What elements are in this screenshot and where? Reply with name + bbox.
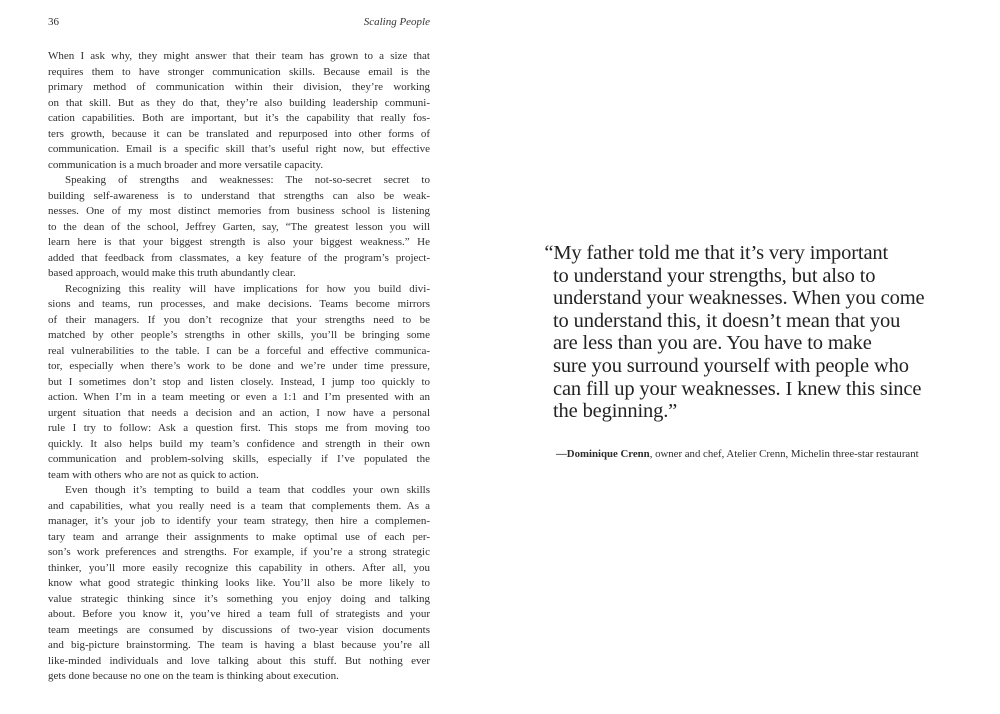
body-line: about. Before you know it, you’ve hired a team full of strategists and your [48,608,430,620]
body-line: son’s work preferences and strengths. For example, if you’re a strong strategic [48,546,430,558]
quote-line: “My father told me that it’s very important [544,242,889,264]
body-line: learn here is that your biggest strength is also your biggest weakness.” He [48,236,430,248]
body-line: but I sometimes don’t stop and listen closely. Instead, I jump too quickly to [48,375,430,388]
body-line: team meetings are consumed by discussions of two-year vision documents [48,623,430,636]
body-line: tary team and arrange their assignments to make optimal use of each per- [48,530,430,543]
body-line: real vulnerabilities to the table. I can be a forceful and effective communica- [48,344,430,357]
body-line: When I ask why, they might answer that their team has grown to a size that [48,50,430,62]
body-line: added that feedback from classmates, a key feature of the program’s project- [48,251,430,264]
paragraph [48,282,430,484]
body-line: communication is a much broader and more versatile capacity. [48,158,324,171]
body-line: gets done because no one on the team is thinking about execution. [48,670,339,682]
body-line: communication and problem-solving skills, especially if I’ve populated the [48,453,430,465]
body-line: rule I try to follow: Ask a question first. This stops me from moving too [48,422,430,434]
attribution-role: , owner and chef, Atelier Crenn, Michelin three-star restaurant [649,448,919,460]
paragraph [48,49,430,173]
body-line: building self-awareness is to understand that strengths can also be weak- [48,189,430,202]
quote-line: are less than you are. You have to make [553,332,872,355]
body-line: Even though it’s tempting to build a team that coddles your own skills [65,484,430,496]
body-line: on that skill. But as they do that, they’re also building leadership communi- [48,96,430,109]
paragraph [48,173,430,282]
attribution-name: —Dominique Crenn [556,448,650,460]
page-header [48,16,430,28]
quote-line: to understand this, it doesn’t mean that you [553,309,901,332]
body-line: sions and teams, run processes, and make decisions. Teams become mirrors [48,298,430,310]
body-line: Speaking of strengths and weaknesses: The not-so-secret secret to [65,174,430,186]
body-line: based approach, would make this truth abundantly clear. [48,267,296,279]
body-line: to the dean of the school, Jeffrey Garten, say, “The greatest lesson you will [48,220,430,233]
body-line: cation capabilities. Both are important, but it’s the capability that really fos- [48,112,430,124]
pull-quote [544,242,957,423]
page-number: 36 [48,16,59,28]
body-line: team with others who are not as quick to action. [48,468,259,481]
body-line: ters growth, because it can be translated and repurposed into other forms of [48,127,430,140]
body-line: and capabilities, what you really need is a team that complements them. As a [48,499,430,512]
quote-line: the beginning.” [553,400,678,423]
quote-line: understand your weaknesses. When you come [553,287,925,310]
body-line: like-minded individuals and love talking about this stuff. But nothing ever [48,654,430,667]
attribution [556,447,976,461]
body-line: quickly. It also helps build my team’s confidence and strength in their own [48,437,430,450]
quote-line: can fill up your weaknesses. I knew this since [553,377,922,400]
body-line: of their managers. If you don’t recognize that your strengths need to be [48,313,430,326]
body-line: Recognizing this reality will have implications for how you build divi- [65,282,430,295]
body-line: action. When I’m in a team meeting or even a 1:1 and I’m presented with an [48,391,430,403]
body-line: tor, especially when there’s work to be done and we’re under time pressure, [48,360,430,372]
body-line: requires them to have stronger communication skills. Because email is the [48,65,430,78]
running-header: Scaling People [363,16,430,28]
body-line: urgent situation that needs a decision and an action, I now have a personal [48,406,430,419]
body-text [48,49,430,685]
body-line: thinker, you’ll more easily recognize this capability in others. After all, you [48,561,430,574]
quote-line: to understand your strengths, but also to [553,264,876,287]
paragraph [48,483,430,685]
body-line: matched by other people’s strengths in other skills, you’ll be bringing some [48,329,430,341]
body-line: primary method of communication within their division, they’re working [48,81,430,93]
body-line: know what good strategic thinking looks like. You’ll also be more likely to [48,577,430,589]
body-line: value strategic thinking since it’s something you enjoy doing and talking [48,592,430,605]
body-line: nesses. One of my most distinct memories from business school is listening [48,205,430,217]
body-line: manager, it’s your job to identify your team strategy, then hire a complemen- [48,515,430,527]
quote-line: sure you surround yourself with people who [553,354,909,377]
body-line: communication. Email is a specific skill that’s useful right now, but effective [48,143,430,155]
body-line: and big-picture brainstorming. The team is having a blast because you’re all [48,639,430,651]
